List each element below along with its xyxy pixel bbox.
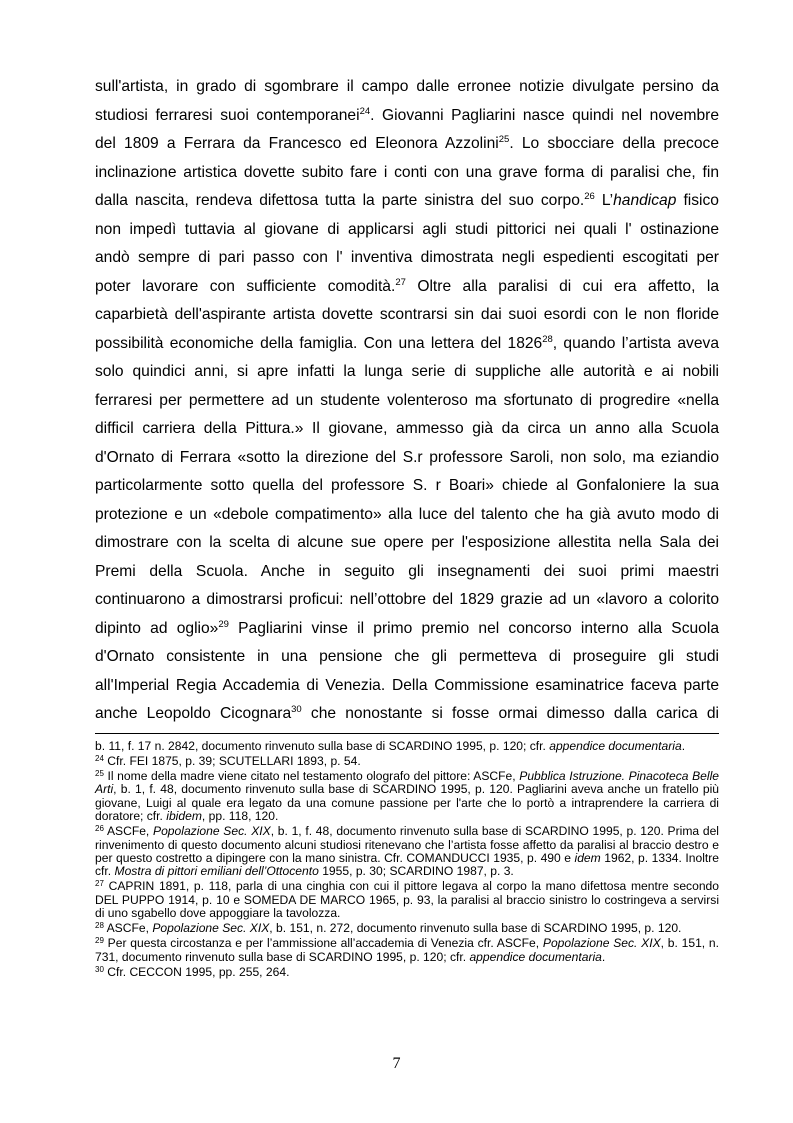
- footnote-ref-27[interactable]: 27: [395, 276, 406, 288]
- footnote-26: $^{26}$ ASCFe, Popolazione Sec. XIX, b. 1, f. 48, documento rinvenuto sulla base di SCARDINO 1995, p. 120. Prima del rinvenimento di questo documento alcuni studiosi ritenevano che l’artista fosse affetto da paralisi al braccio destro e per questo costretto a dipingere con la mano sinistra. Cfr. COMANDUCCI 1935, p. 490 e idem 1962, p. 1334. Inoltre cfr. Mostra di pittori emiliani dell’Ottocento 1955, p. 30; SCARDINO 1987, p. 3.: [95, 824, 719, 879]
- page-number: 7: [392, 1055, 401, 1072]
- text-line: del 1809 a Ferrara da Francesco ed Eleonora Azzolini$^{25}$. Lo sbocciare della precoce: [95, 134, 719, 152]
- footnote-separator: [95, 733, 719, 734]
- footnote-27: $^{27}$ CAPRIN 1891, p. 118, parla di una cinghia con cui il pittore legava al corpo la mano difettosa mentre secondo DEL PUPPO 1914, p. 10 e SOMEDA DE MARCO 1965, p. 93, la paralisi al braccio sinistro lo costringeva a servirsi di uno sgabello dove appoggiare la tavolozza.: [95, 879, 719, 921]
- text-line: protezione e un «debole compatimento» alla luce del talento che ha già avuto modo di: [95, 505, 719, 523]
- main-text: [95, 73, 719, 729]
- text-line: anche Leopoldo Cicognara$^{30}$ che nonostante si fosse ormai dimesso dalla carica di: [95, 704, 719, 722]
- text-line: dipinto ad oglio»$^{29}$ Pagliarini vinse il primo premio nel concorso interno alla Scuola: [95, 618, 719, 637]
- text-line: caparbietà dell'aspirante artista dovette scontrarsi sin dai suoi esordi con le non floride: [95, 306, 719, 323]
- footnote-ref-28[interactable]: 28: [542, 333, 553, 345]
- footnote-ref-25[interactable]: 25: [498, 134, 510, 145]
- text-line: non impedì tuttavia al giovane di applicarsi agli studi pittorici nei quali l' ostinazione: [95, 220, 719, 238]
- text-line: ferraresi per permettere ad un studente volenteroso ma sfortunato di progredire «nella: [95, 391, 719, 409]
- text-line: continuarono a dimostrarsi proficui: nell’ottobre del 1829 grazie ad un «lavoro a colorito: [95, 591, 719, 608]
- footnote-30: $^{30}$ Cfr. CECCON 1995, pp. 255, 264.: [95, 964, 290, 979]
- text-line: solo quindici anni, si apre infatti la lunga serie di suppliche alle autorità e ai nobili: [95, 363, 719, 380]
- text-line: possibilità economiche della famiglia. Con una lettera del 1826$^{28}$, quando l’artista aveva: [95, 333, 719, 352]
- footnote-25: $^{25}$ Il nome della madre viene citato nel testamento olografo del pittore: ASCFe, Pubblica Istruzione. Pinacoteca Belle Arti, b. 1, f. 48, documento rinvenuto sulla base di SCARDINO 1995, p. 120. Pagliarini aveva anche un fratello più giovane, Luigi al quale era legato da una comune passione per l'arte che lo portò a intraprendere la carriera di doratore; cfr. ibidem, pp. 118, 120.: [95, 769, 719, 824]
- footnote-ref-26[interactable]: 26: [584, 191, 595, 202]
- footnote-ref-29[interactable]: 29: [218, 618, 229, 630]
- text-line: andò sempre di pari passo con l' inventiva dimostrata negli espedienti escogitati per: [95, 249, 719, 266]
- text-line: dalla nascita, rendeva difettosa tutta la parte sinistra del suo corpo.$^{26}$ L’handicap fisico: [95, 191, 719, 209]
- text-line: inclinazione artistica dovette subito fare i conti con una grave forma di paralisi che, fin: [95, 163, 719, 181]
- text-line: dimostrare con la scelta di alcune sue opere per l'esposizione allestita nella Sala dei: [95, 534, 719, 551]
- text-line: sull'artista, in grado di sgombrare il campo dalle erronee notizie divulgate persino da: [95, 78, 719, 95]
- footnote-28: $^{28}$ ASCFe, Popolazione Sec. XIX, b. 151, n. 272, documento rinvenuto sulla base di SCARDINO 1995, p. 120.: [95, 921, 682, 936]
- text-line: d'Ornato consistente in una pensione che gli permetteva di proseguire gli studi: [95, 648, 719, 665]
- footnotes: [95, 740, 719, 979]
- text-line: Premi della Scuola. Anche in seguito gli insegnamenti dei suoi primi maestri: [95, 562, 719, 580]
- text-line: difficil carriera della Pittura.» Il giovane, ammesso già da circa un anno alla Scuola: [95, 420, 719, 437]
- footnote-24: $^{24}$ Cfr. FEI 1875, p. 39; SCUTELLARI 1893, p. 54.: [95, 754, 361, 768]
- text-line: studiosi ferraresi suoi contemporanei$^{24}$. Giovanni Pagliarini nasce quindi nel novembre: [95, 105, 719, 124]
- footnote-ref-24[interactable]: 24: [359, 105, 371, 117]
- footnote-ref-30[interactable]: 30: [291, 704, 302, 715]
- footnote-29: $^{29}$ Per questa circostanza e per l’ammissione all’accademia di Venezia cfr. ASCFe, Popolazione Sec. XIX, b. 151, n. 731, documento rinvenuto sulla base di SCARDINO 1995, p. 120; cfr. appendice documentaria.: [95, 936, 720, 964]
- text-line: particolarmente sotto quella del professore S. r Boari» chiede al Gonfaloniere la sua: [95, 477, 719, 494]
- text-line: poter lavorare con sufficiente comodità.$^{27}$ Oltre alla paralisi di cui era affetto, la: [95, 276, 719, 295]
- text-line: all'Imperial Regia Accademia di Venezia. Della Commissione esaminatrice faceva parte: [95, 676, 719, 694]
- footnote-continued: b. 11, f. 17 n. 2842, documento rinvenuto sulla base di SCARDINO 1995, p. 120; cfr. appendice documentaria.: [95, 739, 686, 753]
- text-line: d'Ornato di Ferrara «sotto la direzione del S.r professore Saroli, non solo, ma eziandio: [95, 448, 719, 466]
